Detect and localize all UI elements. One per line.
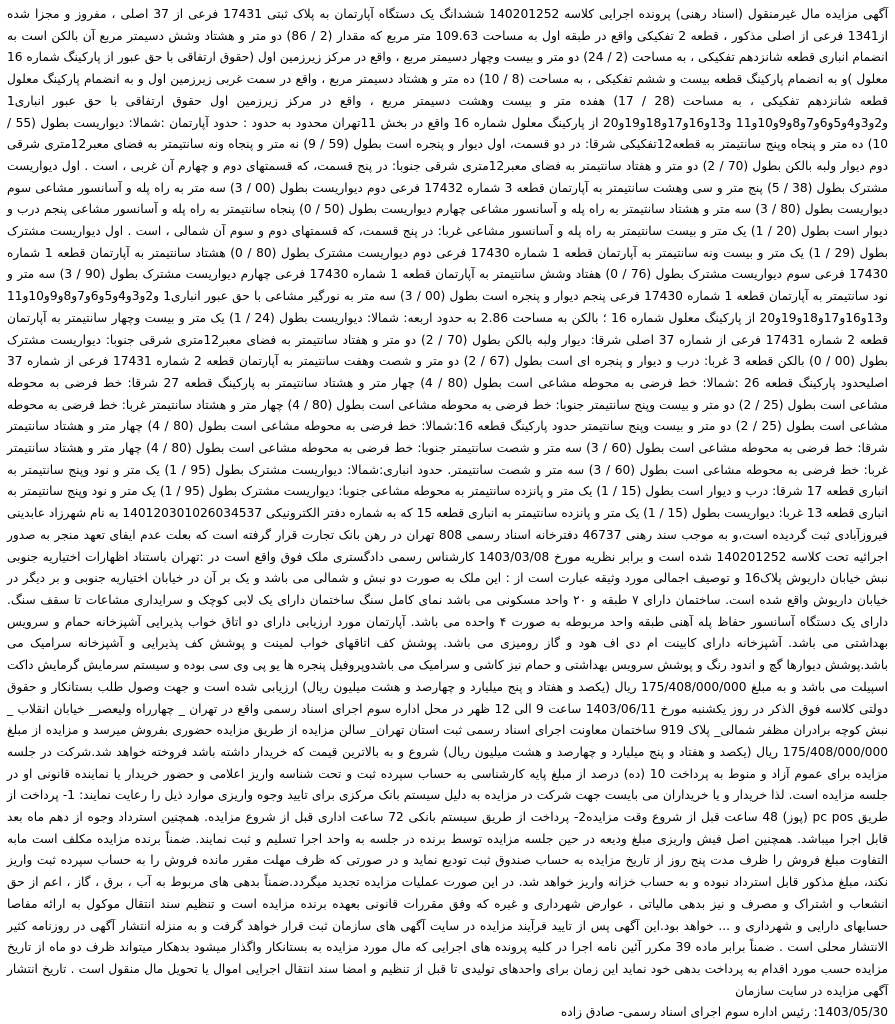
notice-body: آگهی مزایده مال غیرمنقول (اسناد رهنی) پرونده اجرایی کلاسه 140201252 ششدانگ یک دستگاه آپارتمان به پلاک ثبتی 17431 فرعی از 37 اصلی ، مفروز و مجزا شده از1341 فرعی از اصلی مذکور ، قطعه 2 تفکیکی واقع در طبقه اول به مساحت 109.63 متر مربع که مقدار (2 / 86) دو متر و هشتاد وشش دسیمتر مربع آن بالکن است به انضمام انباری قطعه شانزدهم تفکیکی ، به مساحت (2 / 24) دو متر و بیست وچهار دسیمتر مربع ، واقع در مرکز زیرزمین اول (حقوق ارتفاقی با حق عبور از پارکینگ شماره 16 معلول )و به انضمام پارکینگ قطعه بیست و ششم تفکیکی ، به مساحت (8 / 10) ده متر و هشتاد دسیمتر مربع ، واقع در سمت غربی زیرزمین اول و به انضمام پارکینگ معلول قطعه شانزدهم تفکیکی ، به مساحت (28 / 17) هفده متر و بیست وهشت دسیمتر مربع ، واقع در مرکز زیرزمین اول حقوق ارتفاقی با حق عبور انباری1 و2و3و4و5و6و7و8و9و10و11 و13و16و17و18و19و20 از پارکینگ معلول شماره 16 واقع در بخش 11تهران محدود به حدود : حدود آپارتمان :شمالا: دیواریست بطول (55 / 10) ده متر و پنجاه وپنج سانتیمتر به قطعه12تفکیکی شرقا: در دو قسمت، اول دیوار و پنجره است بطول (59 / 9) نه متر و پنجاه ونه سانتیمتر به فضای معبر12متری شرقی دوم دیوار ولبه بالکن بطول (70 / 2) دو متر و هفتاد سانتیمتر به فضای معبر12متری شرقی جنوبا: در پنج قسمت، که قسمتهای دوم و چهارم آن غربی ، است . اول دیواریست مشترک بطول (38 / 5) پنج متر و سی وهشت سانتیمتر به آپارتمان قطعه 3 شماره 17432 فرعی دوم دیواریست بطول (00 / 3) سه متر به راه پله و آسانسور مشاعی سوم دیواریست بطول (80 / 3) سه متر و هشتاد سانتیمتر به راه پله و آسانسور مشاعی چهارم دیواریست بطول (50 / 0) پنجاه سانتیمتر به راه پله و آسانسور مشاعی پنجم درب و دیوار است بطول (20 / 1) یک متر و بیست سانتیمتر به راه پله و آسانسور مشاعی غربا: در پنج قسمت، که قسمتهای دوم و سوم آن شمالی ، است . اول دیواریست مشترک بطول (29 / 1) یک متر و بیست ونه سانتیمتر به آپارتمان قطعه 1 شماره 17430 فرعی دوم دیواریست مشترک بطول (80 / 0) هشتاد سانتیمتر به آپارتمان قطعه 1 شماره 17430 فرعی سوم دیواریست مشترک بطول (76 / 0) هفتاد وشش سانتیمتر به آپارتمان قطعه 1 شماره 17430 فرعی چهارم دیواریست مشترک بطول (90 / 3) سه متر و نود سانتیمتر به آپارتمان قطعه 1 شماره 17430 فرعی پنجم دیوار و پنجره است بطول (00 / 3) سه متر به نورگیر مشاعی با حق عبور انباری1 و2و3و4و5و6و7و8و9و10و11 و13و16و17و18و19و20 از پارکینگ معلول شماره 16 ؛ بالکن به مساحت 2.86 به حدود اربعه: شمالا: دیواریست بطول (24 / 1) یک متر و بیست وچهار سانتیمتر به آپارتمان قطعه 2 شماره 17431 فرعی از شماره 37 اصلی شرقا: دیوار ولبه بالکن بطول (70 / 2) دو متر و هفتاد سانتیمتر به فضای معبر12متری شرقی جنوبا: دیواریست مشترک بطول (00 / 0) بالکن قطعه 3 غربا: درب و دیوار و پنجره ای است بطول (67 / 2) دو متر و شصت وهفت سانتیمتر به آپارتمان قطعه 2 شماره 17431 فرعی از شماره 37 اصلیحدود پارکینگ قطعه 26 :شمالا: خط فرضی به محوطه مشاعی است بطول (80 / 4) چهار متر و هشتاد سانتیمتر به پارکینگ قطعه 27 شرقا: خط فرضی به محوطه مشاعی است بطول (25 / 2) دو متر و بیست وپنج سانتیمتر جنوبا: خط فرضی به محوطه مشاعی است بطول (80 / 4) چهار متر و هشتاد سانتیمتر غربا: خط فرضی به محوطه مشاعی است بطول (25 / 2) دو متر و بیست وپنج سانتیمتر حدود پارکینگ قطعه 16:شمالا: خط فرضی به محوطه مشاعی است بطول (80 / 4) چهار متر و هشتاد سانتیمتر شرقا: خط فرضی به محوطه مشاعی است بطول (60 / 3) سه متر و شصت سانتیمتر جنوبا: خط فرضی به محوطه مشاعی است بطول (80 / 4) چهار متر و هشتاد سانتیمتر غربا: خط فرضی به محوطه مشاعی است بطول (60 / 3) سه متر و شصت سانتیمتر. حدود انباری:شمالا: دیواریست مشترک بطول (95 / 1) یک متر و نود وپنج سانتیمتر به انباری قطعه 17 شرقا: درب و دیوار است بطول (15 / 1) یک متر و پانزده سانتیمتر به محوطه مشاعی جنوبا: دیواریست مشترک بطول (95 / 1) یک متر و نود وپنج سانتیمتر به انباری قطعه 13 غربا: دیواریست بطول (15 / 1) یک متر و پانزده سانتیمتر به انباری قطعه 15 که به شماره دفتر الکترونیکی 140120301026034537 به نام شهرزاد عابدینی فیروزآبادی ثبت گردیده است،و به موجب سند رهنی 46737 دفترخانه اسناد رسمی 808 تهران در رهن بانک تجارت قرار گرفته است که بعلت عدم ایفای تعهد منجر به صدور اجرائیه تحت کلاسه 140201252 شده است و برابر نظریه مورخ 1403/03/08 کارشناس رسمی دادگستری ملک فوق واقع است در :تهران باستناد اظهارات اختیاریه جنوبی نبش خیابان داریوش پلاک16 و توصیف اجمالی مورد وثیقه عبارت است از : این ملک به صورت دو نبش و شمالی می باشد و یک بر آن در خیابان اختیاریه جنوبی و بر دیگر در خیابان داریوش واقع شده است. ساختمان دارای ۷ طبقه و ۲۰ واحد مسکونی می باشد نمای کامل سنگ ساختمان دارای یک لابی کوچک و سرایداری مشاعات تا سقف سنگ. دارای یک دستگاه آسانسور حفاظ پله آهنی طبقه واحد مربوطه به صورت ۴ واحده می باشد. آپارتمان مورد ارزیابی دارای دو اتاق خواب پذیرایی آشپزخانه حمام و سرویس بهداشتی می باشد. آشپزخانه دارای کابینت ام دی اف هود و گاز رومیزی می باشد. پوشش کف اتاقهای خواب لمینت و پوشش کف پذیرایی و آشپزخانه سرامیک می باشد.پوشش دیوارها گچ و اندود رنگ و پوشش سرویس بهداشتی و حمام نیز کاشی و سرامیک می باشدوپروفیل پنجره ها یو پی وی سی بوده و سیستم سرمایش گرمایش داکت اسپیلت می باشد و به مبلغ 175/408/000/000 ریال (یکصد و هفتاد و پنج میلیارد و چهارصد و هشت میلیون ریال) ارزیابی شده است و جهت وصول طلب بستانکار و حقوق دولتی کلاسه فوق الذکر در روز یکشنبه مورخ 1403/06/11 ساعت 9 الی 12 ظهر در محل اداره سوم اجرای اسناد رسمی واقع در تهران _ چهارراه ولیعصر_ خیابان انقلاب _ نبش کوچه برادران مظفر شمالی_ پلاک 919 ساختمان معاونت اجرای اسناد رسمی ثبت استان تهران_ سالن مزایده از طریق مزایده حضوری بفروش میرسد و مزایده از مبلغ 175/408/000/000 ریال (یکصد و هفتاد و پنج میلیارد و چهارصد و هشت میلیون ریال) شروع و به بالاترین قیمت که خریدار داشته باشد فروخته خواهد شد.شرکت در جلسه مزایده برای عموم آزاد و منوط به پرداخت 10 (ده) درصد از مبلغ پایه کارشناسی به حساب سپرده ثبت و تحت شناسه واریز اعلامی و حضور خریدار یا نماینده قانونی او در جلسه مزایده است. لذا خریدار و یا خریداران می بایست جهت شرکت در مزایده به دلیل سیستم بانک مرکزی برای تایید وجوه واریزی موارد ذیل را رعایت نمایند: 1- پرداخت از طریق pc pos (پوز) 48 ساعت قبل از شروع وقت مزایده2- پرداخت از طریق سیستم بانکی 72 ساعت اداری قبل از شروع مزایده. همچنین استرداد وجوه از دهم ماه بعد قابل اجرا میباشد. همچنین اصل فیش واریزی مبلغ ودیعه در حین جلسه مزایده توسط برنده در جلسه به واحد اجرا تسلیم و ثبت نمایند. ضمناً برنده مزایده مکلف است مابه التفاوت مبلغ فروش را ظرف مدت پنج روز از تاریخ مزایده به حساب صندوق ثبت تودیع نماید و در صورتی که ظرف مهلت مقرر مانده فروش را به حساب سپرده ثبت واریز نکند، مبلغ مذکور قابل استرداد نبوده و به حساب خزانه واریز خواهد شد. در این صورت عملیات مزایده تجدید میگردد.ضمناً بدهی های مربوط به آب ، برق ، گاز ، اعم از حق انشعاب و اشتراک و مصرف و نیز بدهی مالیاتی ، عوارض شهرداری و غیره که وفق مقررات قانونی بعهده برنده مزایده است و تنظیم سند انتقال موکول به ارائه مفاصا حسابهای دارایی و شهرداری و ... خواهد بود.این آگهی پس از تایید فرآیند مزایده در سایت آگهی های سازمان ثبت قرار خواهد گرفت و به منزله انتشار آگهی در روزنامه کثیر الانتشار محلی است . ضمناً برابر ماده 39 مکرر آئین نامه اجرا در کلیه پرونده های اجرایی که مال مورد مزایده به بستانکار واگذار میشود بدهکار میتواند ظرف دو ماه از تاریخ مزایده حسب مورد اقدام به پرداخت بدهی خود نماید این زمان برای واحدهای تولیدی تا قبل از تنظیم و امضا سند انتقال اجرایی اموال یا تحویل مال منقول است . تاریخ انتشار آگهی مزایده در سایت سازمان [7,7,889,998]
notice-signature: 1403/05/30: رئیس اداره سوم اجرای اسناد رسمی- صادق زاده [560,1005,888,1020]
